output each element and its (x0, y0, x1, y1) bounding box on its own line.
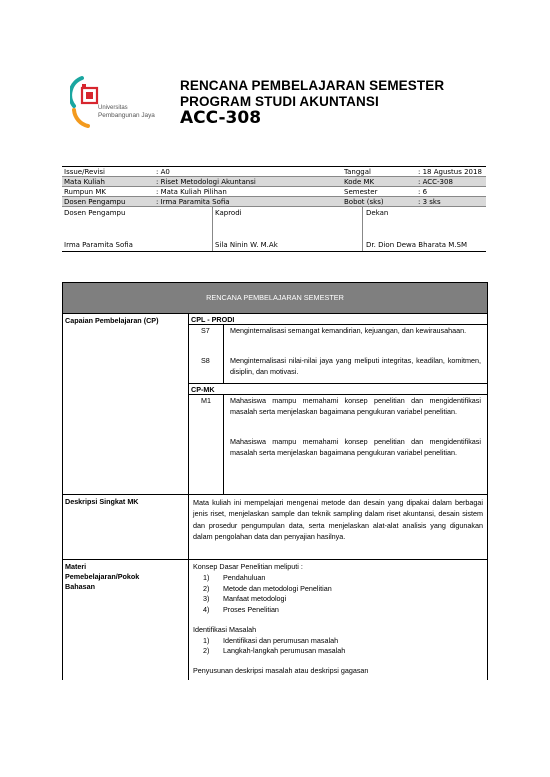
cp-label: Capaian Pembelajaran (CP) (65, 316, 159, 325)
cpl-code: S7 (201, 326, 210, 335)
materi-subheading: Penyusunan deskripsi masalah atau deskripsi gagasan (193, 666, 369, 675)
info-table (62, 166, 486, 252)
rps-table-header (63, 283, 487, 314)
course-code-title: ACC-308 (180, 108, 262, 128)
signature-role: Dosen Pengampu (64, 209, 126, 217)
info-value: : Riset Metodologi Akuntansi (156, 177, 256, 186)
list-number: 2) (203, 583, 210, 593)
info-row (62, 187, 486, 197)
divider (362, 207, 363, 251)
cpl-header (189, 314, 487, 325)
info-row (62, 177, 486, 187)
rps-table-heading: RENCANA PEMBELAJARAN SEMESTER (206, 293, 344, 302)
program-title: PROGRAM STUDI AKUNTANSI (180, 94, 379, 109)
cpmk-text: Mahasiswa mampu memahami konsep penelitian dan mengidentifikasi masalah serta menjelaskan bagaimana pengukuran variabel penelitian. (230, 396, 481, 416)
cpmk-code: M1 (201, 396, 211, 405)
info-value: : A0 (156, 167, 170, 176)
cpl-text: Menginternalisasi semangat kemandirian, kejuangan, dan kewirausahaan. (230, 326, 467, 335)
info-label: Bobot (sks) (344, 197, 384, 206)
deskripsi-text: Mata kuliah ini mempelajari mengenai metode dan desain yang dipakai dalam berbagai jenis riset, menjelaskan sample dan teknik sampling dalam riset akuntansi, desain sistem dan prosedur pengumpulan data, serta menjelaskan alat-alat analisis yang digunakan dalam pengolahan data dan penyajian hasilnya. (193, 498, 483, 541)
divider (188, 495, 189, 559)
deskripsi-label: Deskripsi Singkat MK (65, 497, 139, 506)
materi-subheading: Identifikasi Masalah (193, 625, 257, 634)
divider (188, 560, 189, 680)
info-value: : Mata Kuliah Pilihan (156, 187, 227, 196)
divider (212, 207, 213, 251)
info-label: Rumpun MK (64, 187, 106, 196)
signature-role: Dekan (366, 209, 389, 217)
logo-line-1: Universitas (98, 105, 128, 111)
list-item: Proses Penelitian (223, 604, 279, 614)
list-item: Pendahuluan (223, 573, 266, 582)
materi-label-line: Pemebelajaran/Pokok (65, 572, 140, 581)
cpmk-header-label: CP-MK (191, 385, 215, 394)
materi-intro: Konsep Dasar Penelitian meliputi : (193, 562, 303, 571)
info-value: : 6 (418, 187, 428, 196)
list-number: 1) (203, 635, 210, 645)
cpmk-header (189, 383, 487, 395)
cpl-code: S8 (201, 356, 210, 365)
materi-label (65, 562, 139, 592)
list-number: 2) (203, 646, 210, 655)
cpmk-text: Mahasiswa mampu memahami konsep penelitian dan mengidentifikasi masalah serta menjelaskan bagaimana pengukuran variabel penelitian. (230, 437, 481, 457)
list-number: 4) (203, 604, 210, 614)
logo-line-2: Pembangunan Jaya (98, 112, 155, 119)
divider (188, 314, 189, 494)
signature-block (62, 207, 486, 252)
signature-name: Sila Ninin W. M.Ak (215, 241, 278, 249)
signature-role: Kaprodi (215, 209, 242, 217)
info-label: Dosen Pengampu (64, 197, 126, 206)
info-value: : 18 Agustus 2018 (418, 167, 482, 176)
cp-section (63, 314, 487, 495)
info-label: Semester (344, 187, 378, 196)
list-number: 1) (203, 573, 210, 582)
doc-title: RENCANA PEMBELAJARAN SEMESTER (180, 78, 445, 93)
rps-table (62, 282, 488, 680)
logo-text (98, 104, 155, 120)
divider (223, 324, 224, 383)
info-row (62, 197, 486, 207)
info-value: : Irma Paramita Sofia (156, 197, 230, 206)
university-logo (70, 74, 170, 134)
materi-label-line: Materi (65, 562, 87, 571)
list-number: 3) (203, 594, 210, 603)
materi-label-line: Bahasan (65, 582, 95, 591)
info-value: : 3 sks (418, 197, 441, 206)
signature-name: Dr. Dion Dewa Bharata M.SM (366, 241, 467, 249)
info-label: Kode MK (344, 177, 375, 186)
list-item: Manfaat metodologi (223, 594, 287, 603)
cpl-header-label: CPL - PRODI (191, 315, 235, 324)
info-value: : ACC-308 (418, 177, 453, 186)
info-label: Tanggal (344, 167, 371, 176)
list-item: Metode dan metodologi Penelitian (223, 583, 332, 593)
info-row (62, 166, 486, 177)
info-label: Issue/Revisi (64, 167, 105, 176)
info-label: Mata Kuliah (64, 177, 105, 186)
cpl-text: Menginternalisasi nilai-nilai jaya yang meliputi integritas, keadilan, komitmen, disiplin, dan motivasi. (230, 356, 481, 376)
list-item: Langkah-langkah perumusan masalah (223, 646, 346, 655)
divider (223, 394, 224, 494)
materi-section (63, 560, 487, 680)
list-item: Identifikasi dan perumusan masalah (223, 635, 339, 645)
deskripsi-section (63, 495, 487, 560)
signature-name: Irma Paramita Sofia (64, 241, 133, 249)
